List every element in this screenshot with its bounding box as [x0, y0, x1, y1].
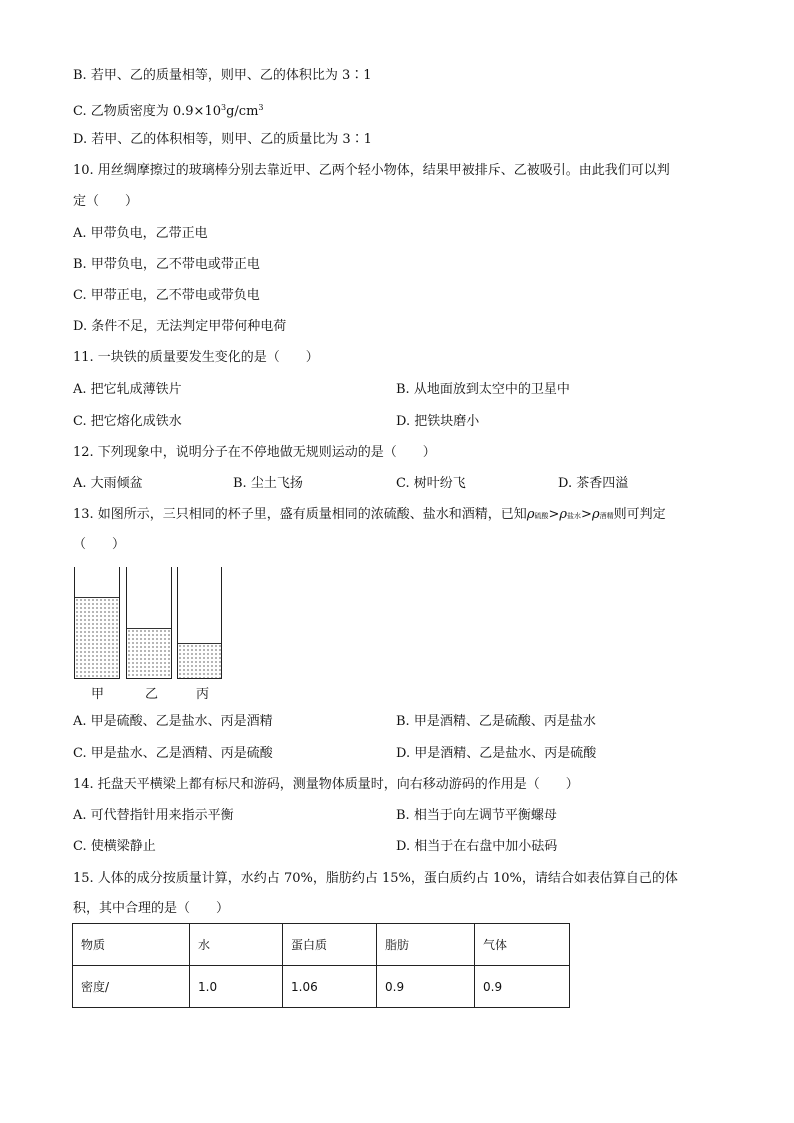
q10-option-d: D. 条件不足，无法判定甲带何种电荷 [73, 319, 287, 334]
q10-stem-line1: 10. 用丝绸摩擦过的玻璃棒分别去靠近甲、乙两个轻小物体，结果甲被排斥、乙被吸引。由此我们可以判 [73, 163, 670, 178]
q10-option-c: C. 甲带正电，乙不带电或带负电 [73, 288, 260, 303]
cup-label-bing: 丙 [196, 687, 210, 702]
q10-stem-line2: 定（ ） [73, 194, 139, 209]
q14-stem: 14. 托盘天平横梁上都有标尺和游码，测量物体质量时，向右移动游码的作用是（ ） [73, 777, 579, 792]
q12-stem: 12. 下列现象中，说明分子在不停地做无规则运动的是（ ） [73, 445, 436, 460]
q11-stem: 11. 一块铁的质量要发生变化的是（ ） [73, 350, 319, 365]
q12-option-c: C. 树叶纷飞 [396, 476, 466, 491]
q13-option-d: D. 甲是酒精、乙是盐水、丙是硫酸 [396, 746, 597, 761]
q9-option-d: D. 若甲、乙的体积相等，则甲、乙的质量比为 3∶1 [73, 132, 372, 147]
density-table [72, 923, 570, 1008]
liquid-jia [75, 597, 119, 678]
q15-stem-line1: 15. 人体的成分按质量计算，水约占 70%，脂肪约占 15%，蛋白质约占 10%，请结合如表估算自己的体 [73, 871, 678, 886]
q10-option-a: A. 甲带负电，乙带正电 [73, 226, 208, 241]
q9-option-c: C. 乙物质密度为 $0.9\times 10^3g/cm^3$ [73, 103, 264, 119]
table-cell: 密度/ [73, 966, 190, 1008]
cup-yi [126, 567, 172, 679]
cup-jia [74, 567, 120, 679]
q14-option-a: A. 可代替指针用来指示平衡 [73, 808, 234, 823]
q12-option-b: B. 尘土飞扬 [233, 476, 303, 491]
table-cell: 1.06 [283, 966, 377, 1008]
q11-option-b: B. 从地面放到太空中的卫星中 [396, 382, 570, 397]
q14-option-d: D. 相当于在右盘中加小砝码 [396, 839, 558, 854]
table-row [73, 966, 570, 1008]
table-cell: 物质 [73, 924, 190, 966]
table-cell: 蛋白质 [283, 924, 377, 966]
q13-option-c: C. 甲是盐水、乙是酒精、丙是硫酸 [73, 746, 273, 761]
table-cell: 0.9 [475, 966, 570, 1008]
q13-option-b: B. 甲是酒精、乙是硫酸、丙是盐水 [396, 714, 596, 729]
liquid-bing [178, 643, 221, 678]
q13-stem-line1: 13. 如图所示，三只相同的杯子里，盛有质量相同的浓硫酸、盐水和酒精，已知ρ硫酸>ρ盐水>ρ酒精则可判定 [73, 507, 666, 522]
q11-option-c: C. 把它熔化成铁水 [73, 414, 182, 429]
cup-bing [177, 567, 222, 679]
q11-option-d: D. 把铁块磨小 [396, 414, 480, 429]
table-cell: 脂肪 [377, 924, 475, 966]
q12-option-a: A. 大雨倾盆 [73, 476, 143, 491]
q9-option-b: B. 若甲、乙的质量相等，则甲、乙的体积比为 3∶1 [73, 68, 372, 83]
q12-option-d: D. 茶香四溢 [558, 476, 629, 491]
q14-option-b: B. 相当于向左调节平衡螺母 [396, 808, 557, 823]
q10-option-b: B. 甲带负电，乙不带电或带正电 [73, 257, 260, 272]
cup-label-jia: 甲 [91, 687, 105, 702]
q13-option-a: A. 甲是硫酸、乙是盐水、丙是酒精 [73, 714, 273, 729]
table-cell: 气体 [475, 924, 570, 966]
table-cell: 0.9 [377, 966, 475, 1008]
table-header-row [73, 924, 570, 966]
q11-option-a: A. 把它轧成薄铁片 [73, 382, 182, 397]
q14-option-c: C. 使横梁静止 [73, 839, 156, 854]
liquid-yi [127, 628, 171, 678]
q13-stem-line2: （ ） [73, 537, 126, 552]
table-cell: 1.0 [190, 966, 283, 1008]
cup-label-yi: 乙 [145, 687, 159, 702]
q15-stem-line2: 积，其中合理的是（ ） [73, 901, 230, 916]
table-cell: 水 [190, 924, 283, 966]
